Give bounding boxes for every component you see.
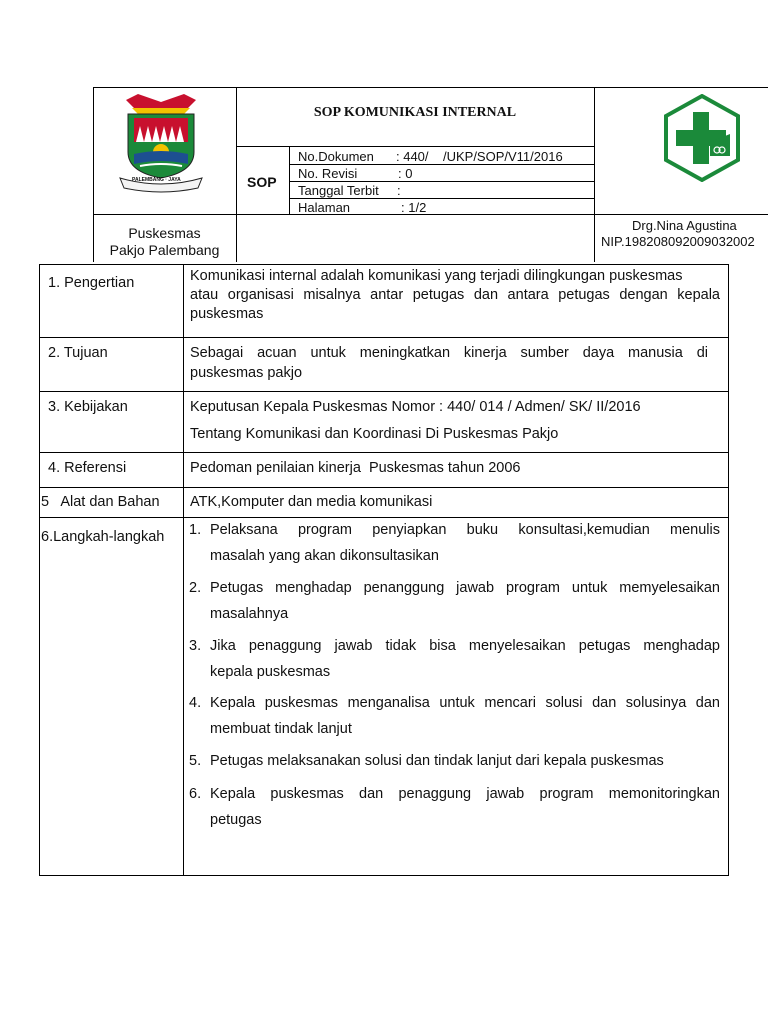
referensi-text: Pedoman penilaian kinerja Puskesmas tahun 2006: [190, 460, 521, 476]
pengertian-line-2: atau organisasi misalnya antar petugas dan antara petugas dengan kepala: [190, 287, 720, 303]
step-line-1: Petugas menghadap penanggung jawab program untuk memyelesaikan: [210, 580, 720, 596]
step-line-2: petugas: [210, 812, 262, 828]
sop-divider: [289, 146, 290, 214]
tujuan-line-2: puskesmas pakjo: [190, 365, 303, 381]
doc-field-value-3: :: [397, 183, 401, 198]
org-name-line2: Pakjo Palembang: [109, 242, 220, 258]
row-label-referensi: 4. Referensi: [48, 460, 127, 476]
pengertian-line-1: Komunikasi internal adalah komunikasi yang terjadi dilingkungan puskesmas: [190, 268, 683, 284]
step-line-2: masalah yang akan dikonsultasikan: [210, 548, 439, 564]
row-label-alat-bahan: 5 Alat dan Bahan: [41, 494, 160, 510]
table-top-border: [39, 264, 729, 265]
signer-name: Drg.Nina Agustina: [632, 218, 737, 233]
step-number: 6.: [189, 786, 202, 802]
step-number: 4.: [189, 695, 202, 711]
alat-bahan-text: ATK,Komputer dan media komunikasi: [190, 494, 433, 510]
row-divider-1: [39, 337, 729, 338]
doc-field-label-2: No. Revisi: [298, 166, 358, 181]
step-item-6: [189, 782, 720, 832]
row-divider-2: [39, 391, 729, 392]
table-right-border: [728, 264, 729, 876]
step-number: 2.: [189, 580, 202, 596]
signer-nip: NIP.198208092009032002: [601, 234, 755, 249]
step-line-2: membuat tindak lanjut: [210, 721, 352, 737]
header-top-border: [93, 87, 768, 88]
row-label-langkah: 6.Langkah-langkah: [41, 529, 165, 545]
kebijakan-line-2: Tentang Komunikasi dan Koordinasi Di Puskesmas Pakjo: [190, 426, 559, 442]
table-bottom-border: [39, 875, 729, 876]
step-line-2: masalahnya: [210, 606, 289, 622]
row-label-pengertian: 1. Pengertian: [48, 275, 135, 291]
sop-label: SOP: [247, 174, 277, 190]
row-label-kebijakan: 3. Kebijakan: [48, 399, 128, 415]
header-divider-2: [594, 87, 595, 262]
table-column-divider: [183, 264, 184, 876]
step-item-5: [189, 749, 720, 773]
step-number: 1.: [189, 522, 202, 538]
kebijakan-line-1: Keputusan Kepala Puskesmas Nomor : 440/ 014 / Admen/ SK/ II/2016: [190, 399, 641, 415]
row-divider-3: [39, 452, 729, 453]
step-item-1: [189, 518, 720, 568]
pengertian-line-3: puskesmas: [190, 306, 264, 322]
step-line-1: Kepala puskesmas dan penaggung jawab program memonitoringkan: [210, 786, 720, 802]
table-left-border: [39, 264, 40, 876]
doc-field-label-1: No.Dokumen: [298, 149, 374, 164]
step-line-2: kepala puskesmas: [210, 664, 331, 680]
doc-field-value-2: : 0: [398, 166, 413, 181]
doc-field-label-4: Halaman: [298, 200, 351, 215]
doc-row-line-3: [289, 198, 594, 199]
step-line-1: Kepala puskesmas menganalisa untuk mencari solusi dan solusinya dan: [210, 695, 720, 711]
step-item-4: [189, 691, 720, 741]
emblem-ribbon-text: PALEMBANG · JAYA: [132, 177, 181, 183]
doc-row-line-2: [289, 181, 594, 182]
doc-field-label-3: Tanggal Terbit: [298, 183, 379, 198]
step-line-1: Pelaksana program penyiapkan buku konsultasi,kemudian menulis: [210, 522, 720, 538]
doc-field-value-1: : 440/ /UKP/SOP/V11/2016: [396, 149, 563, 164]
header-mid-border: [93, 214, 768, 215]
step-item-2: [189, 576, 720, 626]
step-line-1: Jika penaggung jawab tidak bisa menyelesaikan petugas menghadap: [210, 638, 720, 654]
org-name-line1: Puskesmas: [128, 225, 201, 241]
row-label-tujuan: 2. Tujuan: [48, 345, 108, 361]
document-title: SOP KOMUNIKASI INTERNAL: [313, 105, 517, 120]
tujuan-line-1: Sebagai acuan untuk meningkatkan kinerja sumber daya manusia di: [190, 345, 708, 361]
step-item-3: [189, 634, 720, 684]
puskesmas-logo: [662, 94, 742, 182]
doc-row-line-1: [289, 164, 594, 165]
row-divider-4: [39, 487, 729, 488]
step-line-1: Petugas melaksanakan solusi dan tindak lanjut dari kepala puskesmas: [210, 753, 664, 769]
city-emblem-logo: [118, 92, 204, 194]
step-number: 3.: [189, 638, 202, 654]
step-number: 5.: [189, 753, 202, 769]
doc-field-value-4: : 1/2: [401, 200, 427, 215]
